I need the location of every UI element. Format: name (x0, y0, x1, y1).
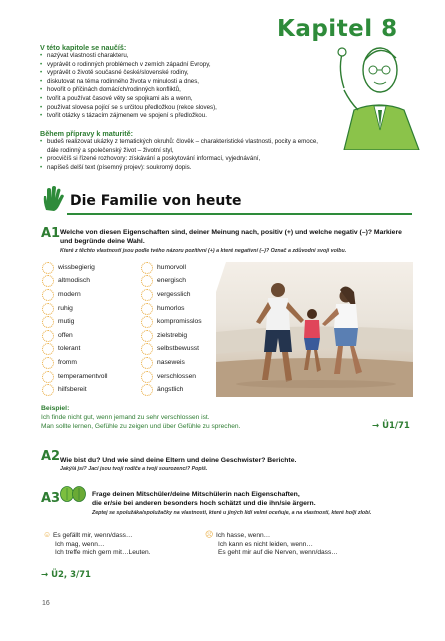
checkbox-circle[interactable] (141, 384, 153, 396)
list-item: • tvořit otázky s tázacím zájmenem ve spojení s předložkou. (40, 112, 330, 121)
adjective-item[interactable]: naseweis (141, 356, 202, 370)
checkbox-circle[interactable] (141, 357, 153, 369)
adjective-item[interactable]: selbstbewusst (141, 343, 202, 357)
checkbox-circle[interactable] (42, 371, 54, 383)
adjective-item[interactable]: ängstlich (141, 383, 202, 397)
adjective-item[interactable]: energisch (141, 275, 202, 289)
list-item: • vyprávět o rodinných problémech v zemích západní Evropy, (40, 61, 330, 70)
adjective-item[interactable]: mutig (42, 315, 107, 329)
prep-list (40, 138, 330, 172)
task-tag-a2: A2 (41, 449, 61, 464)
adjective-item[interactable]: modern (42, 288, 107, 302)
checkbox-circle[interactable] (141, 316, 153, 328)
adjective-item[interactable]: altmodisch (42, 275, 107, 289)
task-tag-a1: A1 (41, 226, 61, 241)
example-text: Ich finde nicht gut, wenn jemand zu sehr verschlossen ist. Man sollte lernen, Gefühle zu zeigen und über Gefühle zu sprechen. (41, 414, 241, 430)
adjective-item[interactable]: verschlossen (141, 370, 202, 384)
a2-translation: Jaký/á jsi? Jací jsou tvoji rodiče a tvoji sourozenci? Popiš. (60, 466, 208, 472)
checkbox-circle[interactable] (141, 330, 153, 342)
adjective-item[interactable]: humorlos (141, 302, 202, 316)
a3-instruction: Frage deinen Mitschüler/deine Mitschülerin nach Eigenschaften, die er/sie bei anderen besonders hoch schätzt und die ihn/sie ärgern. (92, 491, 316, 507)
exercise-ref-a1[interactable]: → Ü1/71 (372, 421, 410, 431)
example-heading: Beispiel: (41, 405, 70, 412)
a1-instruction: Welche von diesen Eigenschaften sind, deiner Meinung nach, positiv (+) und welche negativ (–)? Markiere und begründe deine Wahl. (60, 229, 402, 245)
list-item: • používat slovesa pojící se s určitou předložkou (rekce sloves), (40, 104, 330, 113)
adjective-item[interactable]: tolerant (42, 343, 107, 357)
list-item: • nazývat vlastnosti charakteru, (40, 52, 330, 61)
a3-translation: Zeptej se spolužáka/spolužačky na vlastnosti, které u jiných lidí velmi oceňuje, a na vlastnosti, které ho/ji zlobí. (92, 510, 372, 516)
checkbox-circle[interactable] (42, 330, 54, 342)
adjective-item[interactable]: humorvoll (141, 261, 202, 275)
checkbox-circle[interactable] (42, 289, 54, 301)
learn-heading: V této kapitole se naučíš: (40, 43, 127, 52)
adjective-item[interactable]: fromm (42, 356, 107, 370)
list-item: • tvořit a používat časové věty se spojkami als a wenn, (40, 95, 330, 104)
list-item: • procvičíš si řízené rozhovory: získávání a poskytování informací, vyjednávání, (40, 155, 330, 164)
adjective-item[interactable]: ruhig (42, 302, 107, 316)
adjective-item[interactable]: temperamentvoll (42, 370, 107, 384)
page-number: 16 (42, 600, 50, 607)
checkbox-circle[interactable] (141, 275, 153, 287)
sad-face-icon: ☹ (205, 530, 214, 539)
adjective-item[interactable]: offen (42, 329, 107, 343)
exercise-ref-a3[interactable]: → Ü2, 3/71 (41, 570, 91, 580)
happy-face-icon: ☺ (43, 530, 52, 539)
family-beach-photo (216, 262, 413, 397)
checkbox-circle[interactable] (42, 343, 54, 355)
checkbox-circle[interactable] (141, 289, 153, 301)
checkbox-circle[interactable] (42, 275, 54, 287)
checkbox-circle[interactable] (141, 371, 153, 383)
task-tag-a3: A3 (41, 491, 61, 506)
leaves-icon (59, 486, 87, 502)
a2-instruction: Wie bist du? Und wie sind deine Eltern und deine Geschwister? Berichte. (60, 457, 297, 464)
section-underline (67, 213, 412, 215)
checkbox-circle[interactable] (42, 303, 54, 315)
adjective-item[interactable]: wissbegierig (42, 261, 107, 275)
chapter-title: Kapitel 8 (277, 16, 398, 42)
list-item: • napíšeš delší text (písemný projev): soukromý dopis. (40, 164, 330, 173)
checkbox-circle[interactable] (42, 262, 54, 274)
adjective-item[interactable]: zielstrebig (141, 329, 202, 343)
list-item: • hovořit o příčinách domácích/rodinných konfliktů, (40, 86, 330, 95)
list-item: • budeš realizovat ukázky z tematických okruhů: člověk – charakteristické vlastnosti, pocity a emoce, dále rodinný a společenský život – životní styl, (40, 138, 330, 155)
adjective-item[interactable]: hilfsbereit (42, 383, 107, 397)
list-item: • vyprávět o životě současné české/slovenské rodiny, (40, 69, 330, 78)
teacher-illustration (334, 40, 424, 150)
checkbox-circle[interactable] (42, 316, 54, 328)
prep-heading: Během přípravy k maturitě: (40, 129, 134, 138)
adjective-column-1 (42, 261, 107, 397)
phrases-negative: Ich hasse, wenn… Ich kann es nicht leiden, wenn… Es geht mir auf die Nerven, wenn/dass… (216, 532, 338, 557)
adjective-item[interactable]: vergesslich (141, 288, 202, 302)
hand-icon (40, 186, 66, 212)
learn-list (40, 52, 330, 121)
checkbox-circle[interactable] (42, 357, 54, 369)
checkbox-circle[interactable] (141, 343, 153, 355)
adjective-item[interactable]: kompromisslos (141, 315, 202, 329)
checkbox-circle[interactable] (141, 262, 153, 274)
checkbox-circle[interactable] (42, 384, 54, 396)
adjective-column-2 (141, 261, 202, 397)
phrases-positive: Es gefällt mir, wenn/dass… Ich mag, wenn… Ich treffe mich gern mit…Leuten. (53, 532, 151, 557)
checkbox-circle[interactable] (141, 303, 153, 315)
a1-translation: Které z těchto vlastností jsou podle tvého názoru pozitivní (+) a které negativní (–)? Označ a zdůvodni svoji volbu. (60, 248, 347, 254)
list-item: • diskutovat na téma rodinného života v minulosti a dnes, (40, 78, 330, 87)
section-title: Die Familie von heute (70, 193, 242, 209)
